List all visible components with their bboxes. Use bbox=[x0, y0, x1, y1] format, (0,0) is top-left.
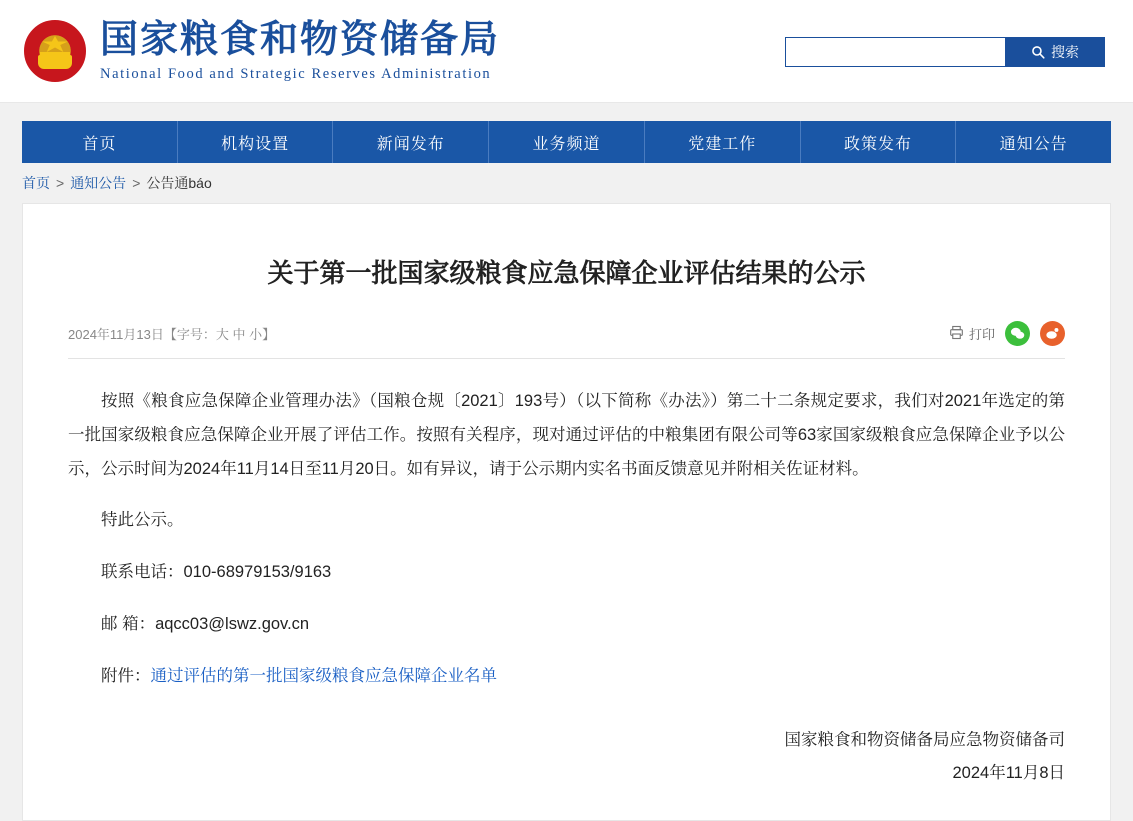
org-name-cn: 国家粮食和物资储备局 bbox=[100, 19, 501, 62]
print-button[interactable] bbox=[949, 324, 995, 343]
search-icon bbox=[1031, 45, 1045, 59]
article-paragraph-1: 按照《粮食应急保障企业管理办法》（国粮仓规〔2021〕193号）（以下简称《办法》）第二十二条规定要求，我们对2021年选定的第一批国家级粮食应急保障企业开展了评估工作。按照有关程序，现对通过评估的中粮集团有限公司等63家国家级粮食应急保障企业予以公示，公示时间为2024年11月14日至11月20日。如有异议，请于公示期内实名书面反馈意见并附相关佐证材料。 bbox=[68, 392, 1065, 478]
attachment-row bbox=[68, 660, 1065, 694]
site-title-block bbox=[100, 19, 500, 83]
breadcrumb bbox=[22, 163, 1111, 203]
weibo-share-icon[interactable] bbox=[1040, 321, 1065, 346]
signature-block bbox=[68, 724, 1065, 790]
contact-email: 邮 箱：aqcc03@lswz.gov.cn bbox=[101, 615, 310, 634]
nav-item-business[interactable]: 业务频道 bbox=[489, 121, 645, 163]
search-box bbox=[785, 37, 1105, 67]
nav-item-news[interactable]: 新闻发布 bbox=[333, 121, 489, 163]
search-button-label: 搜索 bbox=[1051, 44, 1079, 60]
breadcrumb-notice[interactable]: 通知公告 bbox=[70, 175, 127, 191]
attachment-label: 附件： bbox=[101, 666, 151, 685]
article-tools bbox=[949, 321, 1065, 346]
print-label: 打印 bbox=[968, 327, 995, 342]
signature-org: 国家粮食和物资储备局应急物资储备司 bbox=[784, 730, 1065, 749]
article-body bbox=[68, 385, 1065, 694]
contact-phone: 联系电话：010-68979153/9163 bbox=[101, 563, 332, 582]
nav-item-party[interactable]: 党建工作 bbox=[645, 121, 801, 163]
org-name-en: National Food and Strategic Reserves Administration bbox=[100, 65, 492, 82]
nav-item-organization[interactable]: 机构设置 bbox=[178, 121, 334, 163]
search-button[interactable] bbox=[1005, 37, 1105, 67]
nav-item-policy[interactable]: 政策发布 bbox=[801, 121, 957, 163]
signature-date: 2024年11月8日 bbox=[952, 763, 1065, 782]
breadcrumb-home[interactable]: 首页 bbox=[22, 175, 50, 191]
breadcrumb-current: 公告通báo bbox=[146, 175, 212, 191]
attachment-link[interactable]: 通过评估的第一批国家级粮食应急保障企业名单 bbox=[150, 666, 497, 685]
nav-item-notice[interactable]: 通知公告 bbox=[999, 135, 1068, 153]
font-size-control[interactable]: 【字号：大 中 小】 bbox=[163, 327, 276, 342]
article-date: 2024年11月13日 bbox=[68, 327, 164, 342]
page-title: 关于第一批国家级粮食应急保障企业评估结果的公示 bbox=[267, 258, 866, 288]
article-meta bbox=[68, 321, 1065, 359]
article-meta-left bbox=[68, 324, 275, 343]
search-input[interactable] bbox=[785, 37, 1005, 67]
article-paragraph-2: 特此公示。 bbox=[101, 511, 184, 530]
national-emblem-icon bbox=[24, 20, 86, 82]
nav-item-home[interactable]: 首页 bbox=[22, 121, 178, 163]
main-nav bbox=[22, 121, 1111, 163]
article-card bbox=[22, 203, 1111, 821]
site-header bbox=[0, 0, 1133, 103]
breadcrumb-separator-2: > bbox=[132, 175, 141, 191]
wechat-share-icon[interactable] bbox=[1005, 321, 1030, 346]
breadcrumb-separator-1: > bbox=[56, 175, 65, 191]
printer-icon bbox=[949, 325, 964, 343]
